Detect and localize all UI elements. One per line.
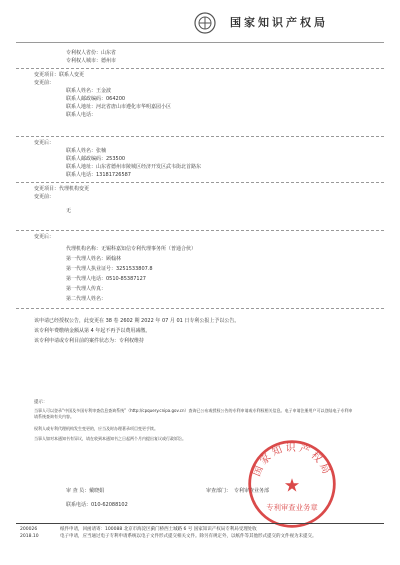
office-name: 国家知识产权局	[230, 16, 328, 29]
notice-paragraph-2: 权利人或专利代理机构发生变更的，应当及时办理著录项目变更手续。	[34, 426, 158, 431]
footer-electronic-submission: 电子申请，应当通过电子专利申请系统以电子文件形式提交相关文件。除另有规定外，以纸件等其他形式提交的文件视为未提交。	[60, 534, 317, 539]
svg-text:★: ★	[283, 475, 301, 497]
form-date: 2018.10	[20, 534, 39, 539]
change1-before-postcode: 联系人邮政编码：064200	[66, 96, 126, 102]
change1-before-address: 联系人地址：河北省唐山市遵化市华明嘉园小区	[66, 104, 172, 110]
change1-item: 变更项目：联系人变更	[34, 72, 85, 78]
notice-paragraph-3: 当事人如对本通知书有异议，请在收到本通知书之日起两个月内提出复议或行政诉讼。	[34, 436, 186, 441]
seal-inner-text: 专利审查业务章	[266, 502, 318, 512]
change2-agent1-fax: 第一代理人传真：	[66, 286, 107, 292]
svg-text:国家知识产权局	[251, 442, 334, 478]
section-divider	[16, 68, 384, 69]
change2-item: 变更项目：代理机构变更	[34, 186, 90, 192]
change2-agent1-license: 第一代理人执业证号：3251533807.8	[66, 266, 153, 272]
official-seal	[246, 438, 338, 530]
field-patentee-city: 专利权人城市：德州市	[66, 58, 117, 64]
footer-paper-submission: 纸件申请，回函请寄：100088 北京市海淀区蓟门桥西土城路 6 号 国家知识产权局专利局受理处收	[60, 527, 257, 532]
change2-before-label: 变更前：	[34, 194, 55, 200]
change2-after-label: 变更后：	[34, 234, 55, 240]
notice-title: 提示：	[34, 400, 48, 405]
change1-before-name: 联系人姓名：王金波	[66, 88, 112, 94]
change1-after-label: 变更后：	[34, 140, 55, 146]
change2-agency-name: 代理机构名称：无锡科嘉知信专利代理事务所（普通合伙）	[66, 246, 197, 252]
examiner: 审 查 员：戴晓娟	[66, 488, 105, 494]
section-divider	[16, 230, 384, 231]
change2-agent1-name: 第一代理人姓名：顾翰林	[66, 256, 122, 262]
change1-after-address: 联系人地址：山东省德州市陵城区经济开发区武韦街北首路东	[66, 164, 202, 170]
change1-after-name: 联系人姓名：张楠	[66, 148, 107, 154]
change1-before-phone: 联系人电话：	[66, 112, 97, 118]
header-divider	[16, 42, 384, 43]
seal-outer-text: 国家知识产权局	[251, 442, 333, 479]
form-code: 200026	[20, 527, 38, 532]
change1-after-postcode: 联系人邮政编码：253500	[66, 156, 126, 162]
field-patentee-province: 专利权人省份：山东省	[66, 50, 117, 56]
cnipa-logo-icon	[194, 12, 216, 34]
change2-agent1-phone: 第一代理人电话：0510-85387127	[66, 276, 146, 282]
change1-after-phone: 联系人电话：13181726587	[66, 172, 131, 178]
change1-before-label: 变更前：	[34, 80, 55, 86]
publication-statement: 该申请已经授权公告，此变更在 38 卷 2602 期 2022 年 07 月 01 日专利公报上予以公告。	[34, 318, 240, 324]
section-divider	[16, 308, 384, 309]
contact-phone: 联系电话：010-62088102	[66, 502, 128, 508]
department-value: 专利审查业务部	[234, 488, 270, 494]
notice-paragraph-1: 当事人可以登录“中国及多国专利审查信息查询系统”（http://cpquery.cnipa.gov.cn）查询已公布或授权公告的专利申请或专利权相关信息。电子申请注册用户可以登陆电子专利申请系统查询有关内容。	[34, 408, 353, 419]
section-divider	[16, 182, 384, 183]
section-divider	[16, 136, 384, 137]
footer-divider	[16, 523, 384, 524]
department-label: 审查部门：	[206, 488, 232, 494]
change2-before-value: 无	[66, 208, 72, 214]
case-status: 该专利申请或专利目前的案件状态为：专利权维持	[34, 338, 145, 344]
fee-statement: 该专利年费缴纳金额从第 4 年起不再予以费用减缴。	[34, 328, 151, 334]
change2-agent2-name: 第二代理人姓名：	[66, 296, 107, 302]
